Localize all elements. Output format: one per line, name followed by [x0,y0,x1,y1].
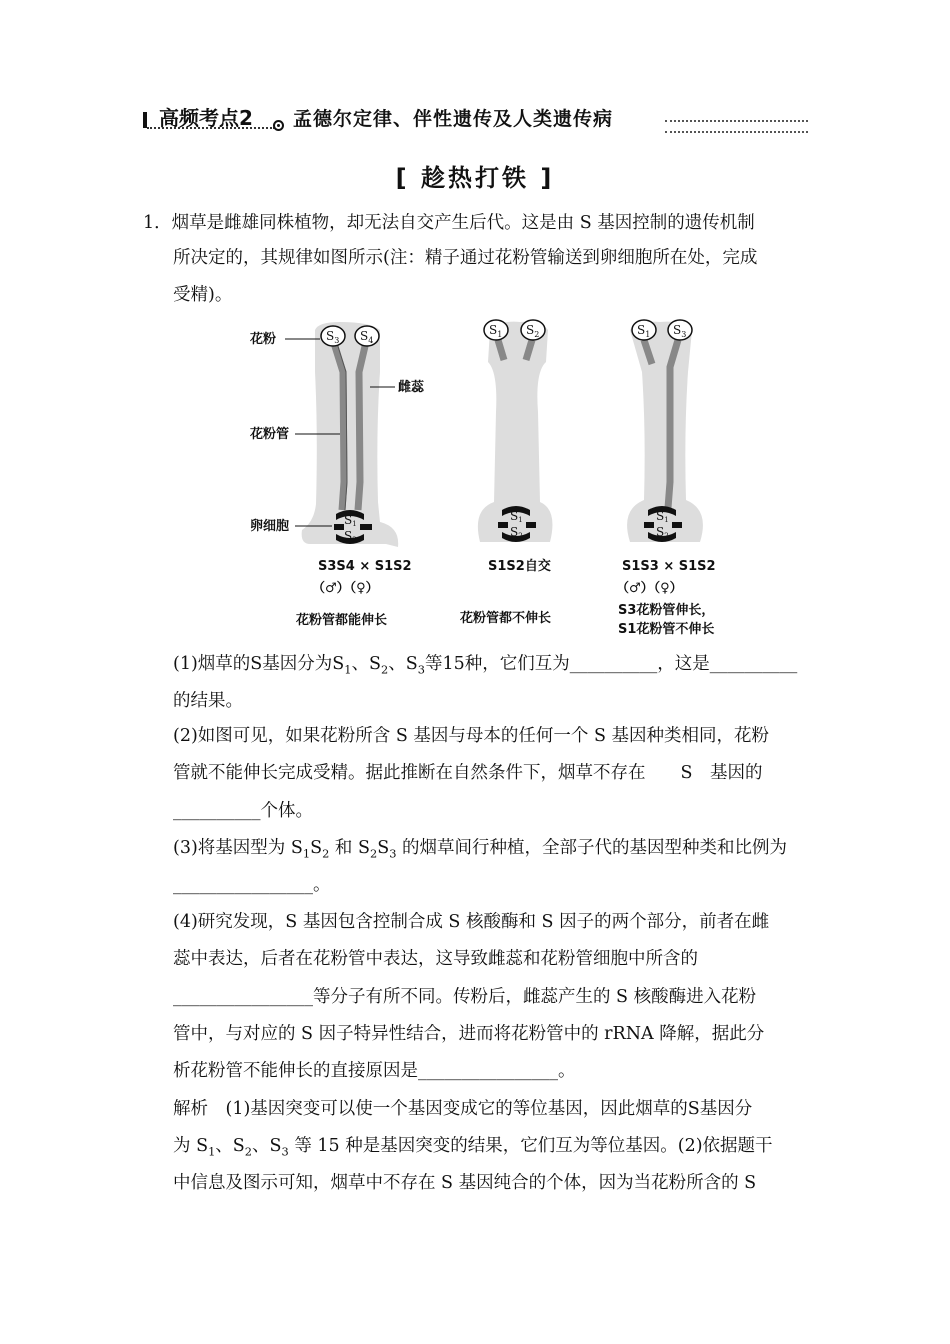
svg-text:S2: $S_2$ [526,323,540,339]
panel-3-cross: S1S3 × S1S2 [622,559,716,574]
section-title: [ 趁热打铁 ] [395,164,555,192]
svg-text:S2: S2 [344,529,357,544]
svg-text:S3: $S_3$ [673,323,687,339]
header-title: 孟德尔定律、伴性遗传及人类遗传病 [293,108,614,130]
panel-1-cross: S3S4 × S1S2 [318,559,412,574]
label-pollen: 花粉 [250,332,277,347]
svg-text:S1: $S_1$ [637,323,651,339]
bullet-circle-icon [273,120,284,131]
svg-text:S1: $S_1$ [489,323,503,339]
part-2-line-1: (2)如图可见，如果花粉所含 S 基因与母本的任何一个 S 基因种类相同，花粉 [173,726,770,746]
header-bar [143,112,147,128]
panel-3-caption-2: S1花粉管不伸长 [618,622,715,637]
svg-text:S2: S2 [510,525,523,540]
panel-2-pistil [478,320,553,542]
panel-3-pistil [627,320,703,542]
part-1-line-2: 的结果。 [173,691,243,711]
part-3-line-2: ________________。 [173,875,331,895]
svg-text:S1: S1 [510,509,523,524]
svg-text:S4: $S_4$ [360,329,374,345]
header-tag: 高频考点2 [159,106,253,130]
part-1-line-1: (1)烟草的S基因分为$S_1$、$S_2$、$S_3$等15种，它们互为__________，这是__________ [173,654,798,677]
question-line-1: 1．烟草是雌雄同株植物，却无法自交产生后代。这是由 S 基因控制的遗传机制 [143,213,755,233]
part-2-line-2: 管就不能伸长完成受精。据此推断在自然条件下，烟草不存在 S 基因的 [173,763,763,783]
label-pistil: 雌蕊 [398,380,425,395]
panel-2-cross: S1S2自交 [488,559,551,574]
analysis-line-3: 中信息及图示可知，烟草中不存在 S 基因纯合的个体，因为当花粉所含的 S [173,1173,757,1193]
panel-3-sex: （♂）（♀） [616,581,683,596]
svg-text:S1: S1 [656,509,669,524]
header-dotted-underline [147,127,275,129]
label-egg: 卵细胞 [250,519,290,534]
panel-1-sex: （♂）（♀） [312,581,379,596]
part-3-line-1: (3)将基因型为 $S_1S_2$ 和 $S_2S_3$ 的烟草间行种植，全部子代的基因型种类和比例为 [173,838,787,861]
analysis-line-1: 解析 (1)基因突变可以使一个基因变成它的等位基因，因此烟草的S基因分 [173,1099,753,1119]
part-4-line-5: 析花粉管不能伸长的直接原因是________________。 [173,1061,576,1081]
part-4-line-4: 管中，与对应的 S 因子特异性结合，进而将花粉管中的 rRNA 降解，据此分 [173,1024,765,1044]
pollen-tube-figure [240,312,740,642]
part-4-line-1: (4)研究发现，S 基因包含控制合成 S 核酸酶和 S 因子的两个部分，前者在雌 [173,912,770,932]
panel-2-caption: 花粉管都不伸长 [460,611,552,626]
part-2-line-3: __________个体。 [173,801,313,821]
panel-3-caption-1: S3花粉管伸长， [618,603,715,618]
analysis-line-2: 为 $S_1$、$S_2$、$S_3$ 等 15 种是基因突变的结果，它们互为等位基因。(2)依据题干 [173,1136,773,1159]
question-line-2: 所决定的，其规律如图所示(注：精子通过花粉管输送到卵细胞所在处，完成 [173,248,758,268]
label-pollen-tube: 花粉管 [250,427,290,442]
svg-text:S3: $S_3$ [326,329,340,345]
question-line-3: 受精)。 [173,285,233,305]
section-header [143,100,808,134]
svg-text:S1: S1 [344,513,357,528]
part-4-line-3: ________________等分子有所不同。传粉后，雌蕊产生的 S 核酸酶进入花粉 [173,987,757,1007]
part-4-line-2: 蕊中表达，后者在花粉管中表达，这导致雌蕊和花粉管细胞中所含的 [173,949,698,969]
svg-text:S2: S2 [656,525,669,540]
panel-1-caption: 花粉管都能伸长 [296,613,388,628]
header-dotted-rule [665,120,808,133]
